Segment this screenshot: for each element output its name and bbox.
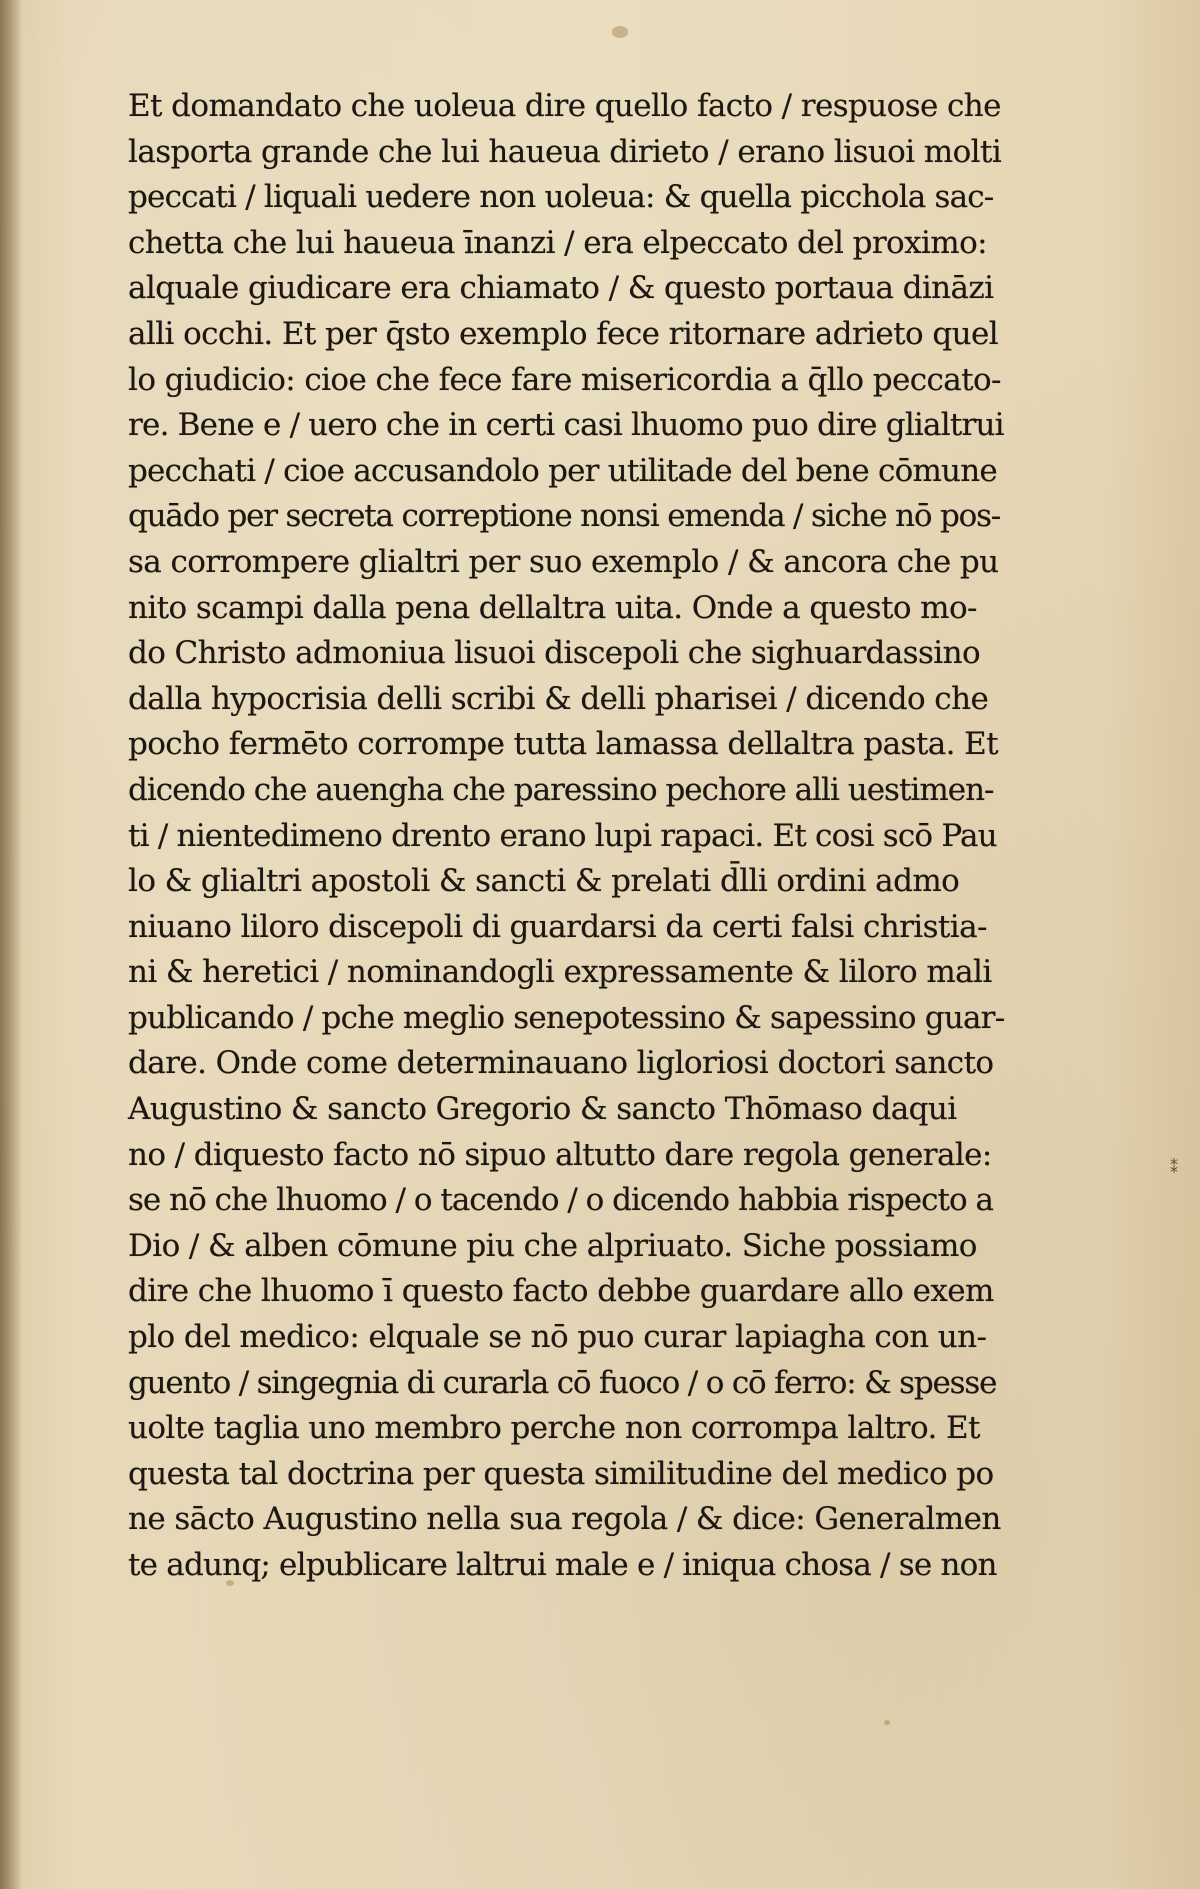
text-line-1: Et domandato che uoleua dire quello facto / respuose che (128, 88, 1001, 124)
text-line-19: niuano liloro discepoli di guardarsi da certi falsi christia- (128, 908, 987, 945)
foxing-spot (884, 1720, 890, 1725)
text-line-11: sa corrompere glialtri per suo exemplo / & ancora che pu (128, 543, 999, 580)
text-line-5: alquale giudicare era chiamato / & questo portaua dināzi (128, 270, 994, 307)
margin-mark-icon: ⁑ (1170, 1158, 1178, 1177)
foxing-spot (612, 26, 628, 38)
text-line-10: quādo per secreta correptione nonsi emenda / siche nō pos- (128, 498, 1001, 535)
text-line-4: chetta che lui haueua īnanzi / era elpeccato del proximo: (128, 224, 988, 261)
text-line-17: ti / nientedimeno drento erano lupi rapaci. Et cosi scō Pau (128, 817, 997, 854)
text-line-13: do Christo admoniua lisuoi discepoli che sighuardassino (128, 635, 981, 672)
text-line-18: lo & glialtri apostoli & sancti & prelati d̄lli ordini admo (128, 863, 960, 900)
text-line-24: no / diquesto facto nō sipuo altutto dare regola generale: (128, 1136, 992, 1173)
page-gutter-shadow (0, 0, 22, 1889)
text-line-12: nito scampi dalla pena dellaltra uita. Onde a questo mo- (128, 589, 977, 626)
text-line-33: te adunq; elpublicare laltrui male e / iniqua chosa / se non (128, 1547, 997, 1583)
text-line-7: lo giudicio: cioe che fece fare misericordia a q̄llo peccato- (128, 361, 1001, 398)
text-line-3: peccati / liquali uedere non uoleua: & quella picchola sac- (128, 179, 994, 216)
text-line-23: Augustino & sancto Gregorio & sancto Thōmaso daqui (128, 1091, 957, 1128)
text-line-20: ni & heretici / nominandogli expressamente & liloro mali (128, 954, 992, 991)
text-line-21: publicando / pche meglio senepotessino & sapessino guar- (128, 999, 1005, 1036)
text-line-28: plo del medico: elquale se nō puo curar lapiagha con un- (128, 1319, 987, 1356)
text-line-16: dicendo che auengha che paressino pechore alli uestimen- (128, 771, 994, 808)
text-line-32: ne sācto Augustino nella sua regola / & dice: Generalmen (128, 1501, 1001, 1538)
text-line-15: pocho fermēto corrompe tutta lamassa dellaltra pasta. Et (128, 726, 998, 763)
text-line-8: re. Bene e / uero che in certi casi lhuomo puo dire glialtrui (128, 407, 1004, 444)
text-line-9: pecchati / cioe accusandolo per utilitade del bene cōmune (128, 452, 997, 489)
text-line-14: dalla hypocrisia delli scribi & delli pharisei / dicendo che (128, 680, 989, 717)
text-line-25: se nō che lhuomo / o tacendo / o dicendo habbia rispecto a (128, 1182, 993, 1219)
text-line-27: dire che lhuomo ī questo facto debbe guardare allo exem (128, 1273, 994, 1310)
text-line-30: uolte taglia uno membro perche non corrompa laltro. Et (128, 1410, 980, 1447)
text-line-22: dare. Onde come determinauano ligloriosi doctori sancto (128, 1045, 994, 1082)
text-line-2: lasporta grande che lui haueua dirieto / erano lisuoi molti (128, 133, 1002, 170)
text-block (128, 84, 1004, 1589)
text-line-31: questa tal doctrina per questa similitudine del medico po (128, 1455, 994, 1492)
text-line-29: guento / singegnia di curarla cō fuoco / o cō ferro: & spesse (128, 1364, 997, 1401)
text-line-6: alli occhi. Et per q̄sto exemplo fece ritornare adrieto quel (128, 315, 999, 352)
text-line-26: Dio / & alben cōmune piu che alpriuato. Siche possiamo (128, 1227, 977, 1264)
